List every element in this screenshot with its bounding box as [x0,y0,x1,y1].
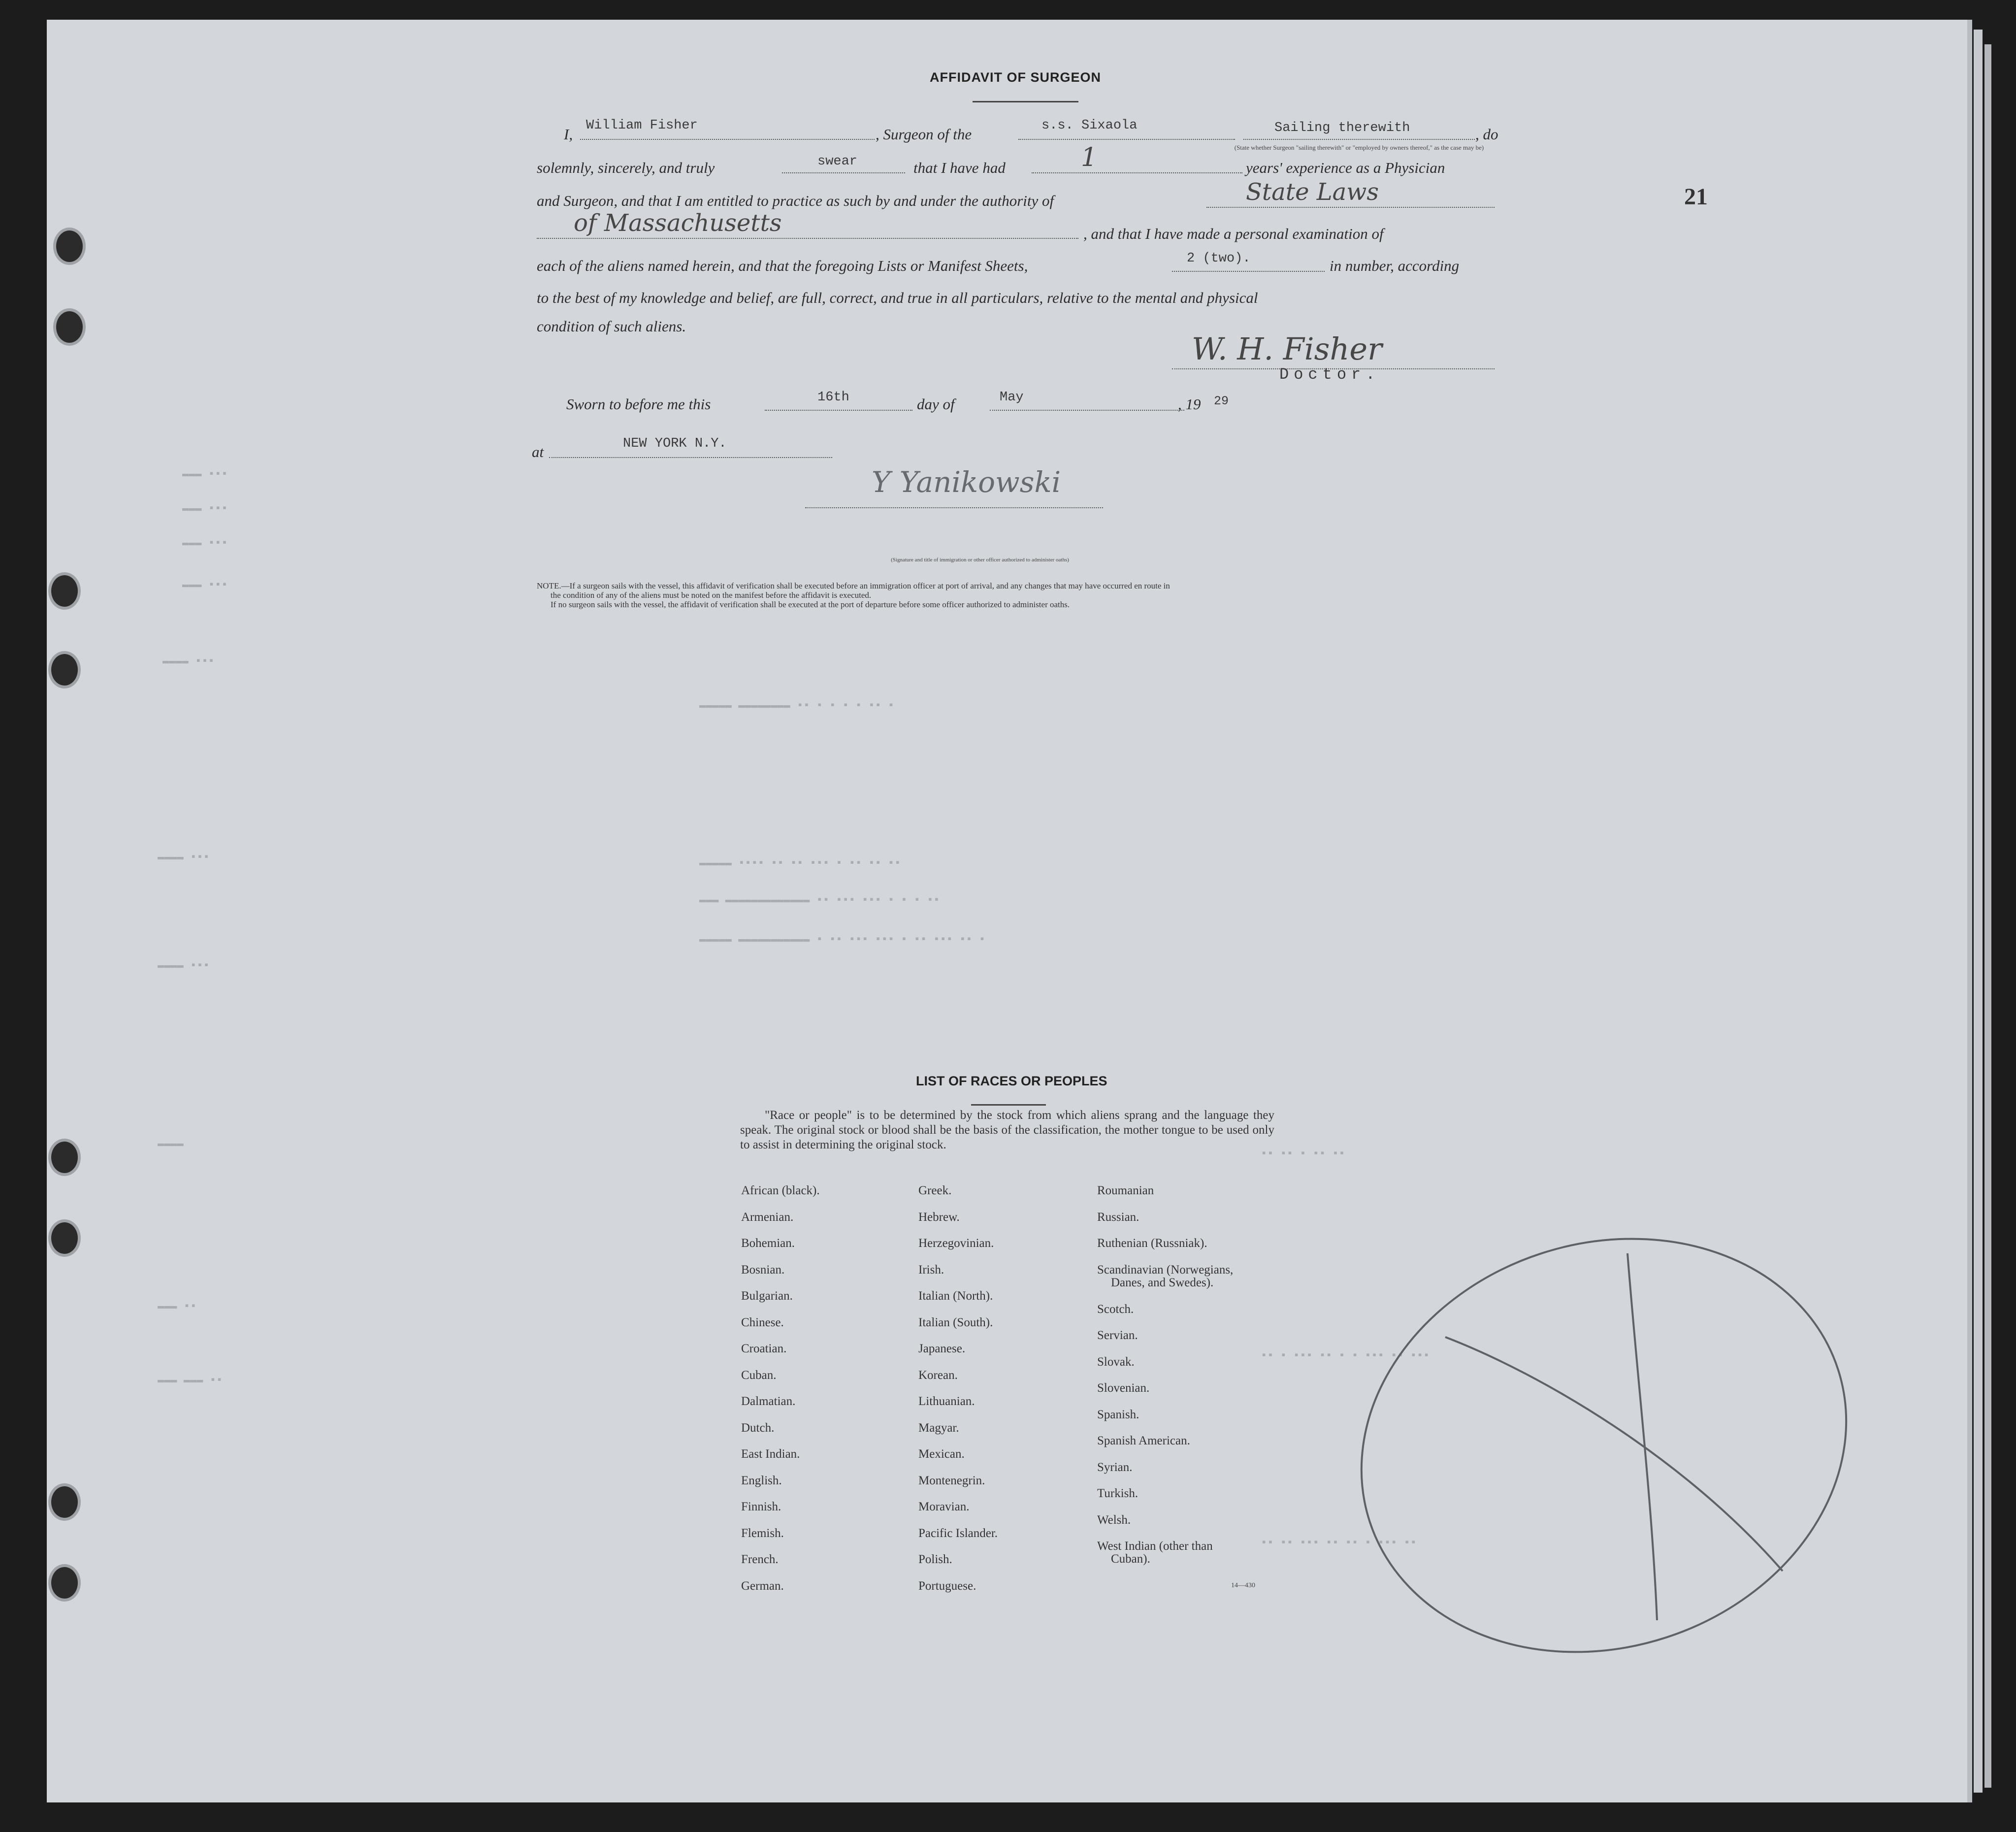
authority-value: State Laws [1246,178,1379,206]
affidavit-note: If no surgeon sails with the vessel, the affidavit of verification shall be executed at the port of departure before some officer authorized to administer oaths. [551,600,1070,609]
race-item: Bosnian. [741,1263,785,1276]
race-item-line: Scandinavian (Norwegians, [1097,1263,1234,1276]
affidavit-text: day of [917,395,955,413]
affidavit-text: I, [564,126,573,143]
affidavit-text: , 19 [1178,395,1201,413]
race-item: African (black). [741,1184,820,1197]
affidavit-text: to the best of my knowledge and belief, are full, correct, and true in all particulars, relative to the mental and physical [537,289,1258,306]
form-code: 14—430 [1231,1582,1255,1589]
race-item: Turkish. [1097,1487,1138,1500]
affidavit-text: , Surgeon of the [876,126,972,143]
race-item: Russian. [1097,1210,1139,1224]
affidavit-text: condition of such aliens. [537,318,686,335]
years-experience-value: 1 [1081,143,1098,172]
affidavit-text: at [532,443,544,460]
race-item: Bulgarian. [741,1289,793,1303]
officer-caption: (Signature and title of immigration or other officer authorized to administer oaths) [891,557,1069,563]
race-item: Greek. [918,1184,952,1197]
race-item: Irish. [918,1263,944,1276]
race-item: Herzegovinian. [918,1237,994,1250]
officer-signature: Y Yanikowski [872,465,1061,499]
race-item: Armenian. [741,1210,794,1224]
race-item: Korean. [918,1368,958,1382]
races-intro: "Race or people" is to be determined by the stock from which aliens sprang and the language they speak. The original stock or blood shall be the basis of the classification, the mother tongue to be used only to assist in determining the original stock. [740,1109,1274,1151]
race-item: Croatian. [741,1342,787,1355]
race-item: Moravian. [918,1500,970,1513]
signer-title: Doctor. [1279,365,1380,384]
race-item: Ruthenian (Russniak). [1097,1237,1207,1250]
race-item: Cuban. [741,1368,777,1382]
affidavit-title: AFFIDAVIT OF SURGEON [930,70,1101,85]
vessel-name: s.s. Sixaola [1041,118,1138,133]
races-title: LIST OF RACES OR PEOPLES [916,1074,1107,1088]
affidavit-text: Sworn to before me this [566,395,711,413]
authority-value: of Massachusetts [574,209,782,237]
race-item: Magyar. [918,1421,959,1435]
affidavit-text: that I have had [913,159,1006,176]
page-number: 21 [1684,184,1708,210]
race-item: Hebrew. [918,1210,960,1224]
race-item: Servian. [1097,1329,1138,1342]
race-item: Spanish American. [1097,1434,1190,1447]
race-item: Dutch. [741,1421,775,1435]
race-item-line: Cuban). [1111,1552,1150,1566]
affidavit-text: and Surgeon, and that I am entitled to practice as such by and under the authority of [537,192,1054,209]
race-item: Japanese. [918,1342,966,1355]
race-item: Lithuanian. [918,1395,975,1408]
race-item: Dalmatian. [741,1395,796,1408]
affidavit-text: each of the aliens named herein, and that the foregoing Lists or Manifest Sheets, [537,257,1028,274]
race-item: Portuguese. [918,1579,976,1593]
race-item: Chinese. [741,1315,784,1329]
race-item-line: West Indian (other than [1097,1539,1213,1553]
affidavit-text: , and that I have made a personal examination of [1083,225,1384,242]
affidavit-text: solemnly, sincerely, and truly [537,159,715,176]
race-item: Slovak. [1097,1355,1135,1369]
race-item: East Indian. [741,1447,800,1461]
race-item: Pacific Islander. [918,1526,998,1540]
race-item: Roumanian [1097,1184,1154,1197]
race-item: Scotch. [1097,1302,1134,1316]
sworn-day: 16th [817,390,849,405]
capacity-note: (State whether Surgeon "sailing therewith" or "employed by owners thereof," as the case may be) [1234,144,1484,151]
affidavit-note: NOTE.—If a surgeon sails with the vessel, this affidavit of verification shall be executed before an immigration officer at port of arrival, and any changes that may have occurred en route in [537,581,1170,590]
race-item: French. [741,1553,779,1566]
sworn-year: 29 [1214,394,1229,408]
race-item: Spanish. [1097,1407,1139,1421]
sheet-count: 2 (two). [1187,251,1251,266]
race-item: Bohemian. [741,1237,795,1250]
surgeon-signature: W. H. Fisher [1192,331,1382,367]
affidavit-note: the condition of any of the aliens must be noted on the manifest before the affidavit is executed. [551,590,872,600]
surgeon-capacity: Sailing therewith [1274,121,1410,135]
race-item: Mexican. [918,1447,965,1461]
affidavit-text: , do [1475,126,1498,143]
affidavit-text: years' experience as a Physician [1246,159,1445,176]
surgeon-name: William Fisher [586,118,698,133]
race-item: English. [741,1473,782,1487]
race-item: Welsh. [1097,1513,1131,1527]
oath-word: swear [817,154,858,169]
race-item: Polish. [918,1553,952,1566]
race-item: Montenegrin. [918,1473,985,1487]
sworn-location: NEW YORK N.Y. [623,436,727,451]
race-item-line: Danes, and Swedes). [1111,1276,1214,1289]
race-item: Italian (South). [918,1315,993,1329]
sworn-month: May [1000,390,1024,405]
race-item: Syrian. [1097,1460,1133,1474]
race-item: Slovenian. [1097,1381,1150,1395]
race-item: Flemish. [741,1526,784,1540]
race-item: Finnish. [741,1500,781,1513]
race-item: German. [741,1579,784,1593]
race-item: Italian (North). [918,1289,993,1303]
affidavit-text: in number, according [1330,257,1460,274]
